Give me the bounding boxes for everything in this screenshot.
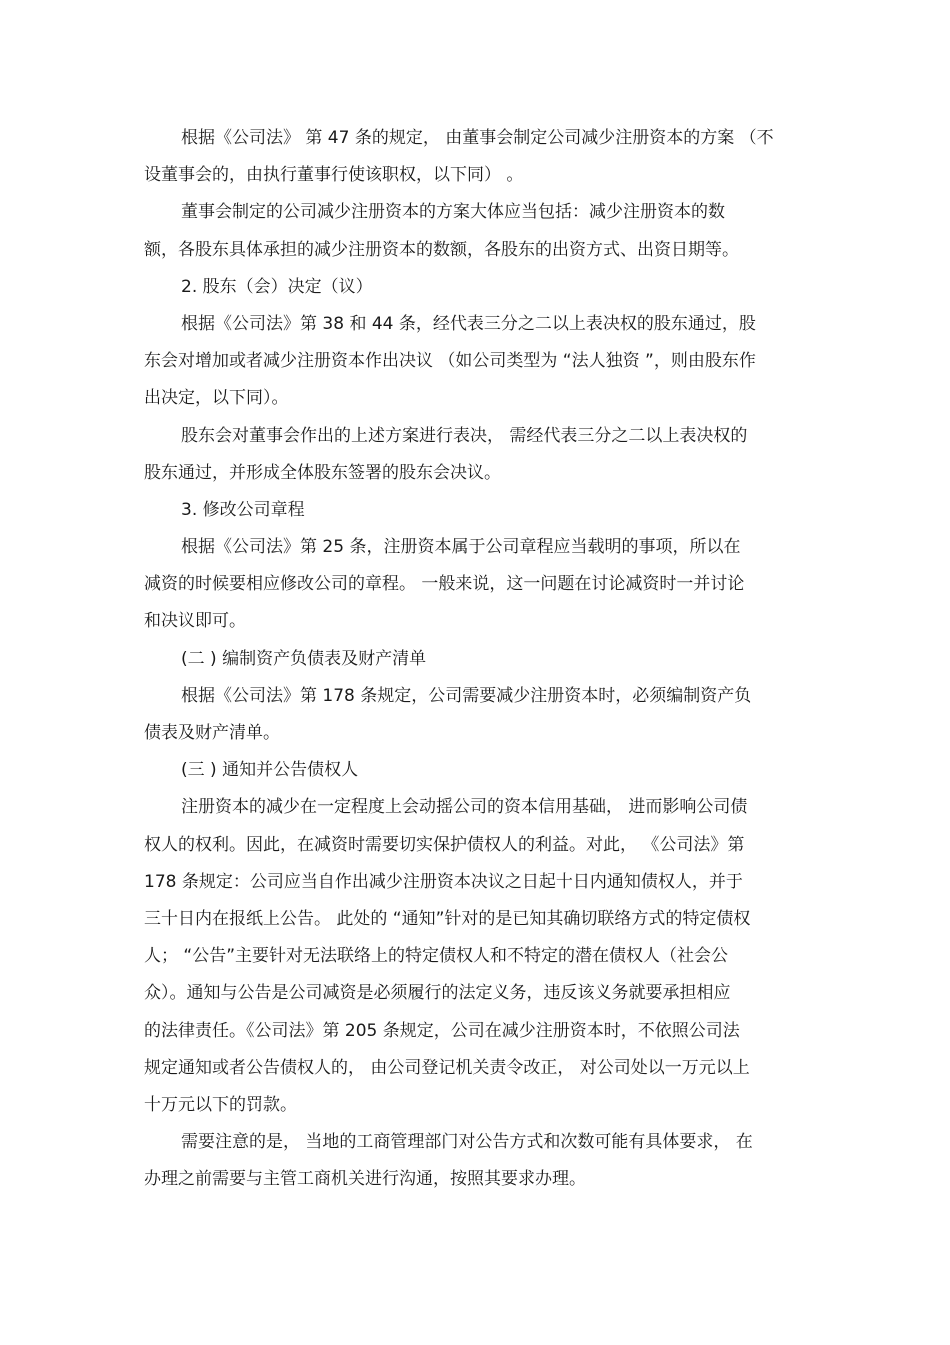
text-line: 2. 股东（会）决定（议） [181, 276, 373, 297]
text-line: 三十日内在报纸上公告。 此处的 “通知”针对的是已知其确切联络方式的特定债权 [144, 908, 751, 929]
text-line: 的法律责任。《公司法》第 205 条规定，公司在减少注册资本时，不依照公司法 [144, 1020, 740, 1041]
text-line: 东会对增加或者减少注册资本作出决议 （如公司类型为 “法人独资 ”，则由股东作 [144, 351, 756, 372]
text-line: 权人的权利。因此，在减资时需要切实保护债权人的利益。对此， 《公司法》第 [144, 834, 745, 855]
text-line: 和决议即可。 [144, 611, 246, 632]
text-line: 股东会对董事会作出的上述方案进行表决， 需经代表三分之二以上表决权的 [181, 425, 748, 446]
text-line: 3. 修改公司章程 [181, 499, 305, 520]
document-body [144, 120, 810, 1198]
text-line: 债表及财产清单。 [144, 723, 280, 743]
text-line: 董事会制定的公司减少注册资本的方案大体应当包括：减少注册资本的数 [181, 202, 725, 223]
text-line: 人； “公告”主要针对无法联络上的特定债权人和不特定的潜在债权人（社会公 [144, 946, 729, 967]
text-line: 办理之前需要与主管工商机关进行沟通，按照其要求办理。 [144, 1169, 586, 1190]
text-line: 需要注意的是， 当地的工商管理部门对公告方式和次数可能有具体要求， 在 [181, 1132, 753, 1153]
text-line: 注册资本的减少在一定程度上会动摇公司的资本信用基础， 进而影响公司债 [181, 797, 748, 818]
text-line: 十万元以下的罚款。 [144, 1094, 297, 1115]
text-line: 额，各股东具体承担的减少注册资本的数额，各股东的出资方式、出资日期等。 [144, 239, 739, 260]
text-line: 178 条规定：公司应当自作出减少注册资本决议之日起十日内通知债权人，并于 [144, 871, 743, 892]
text-line: (三 ) 通知并公告债权人 [181, 760, 359, 781]
text-line: 根据《公司法》第 25 条，注册资本属于公司章程应当载明的事项，所以在 [181, 537, 741, 558]
text-line: 股东通过，并形成全体股东签署的股东会决议。 [144, 462, 501, 483]
text-line: 规定通知或者公告债权人的， 由公司登记机关责令改正， 对公司处以一万元以上 [144, 1057, 750, 1078]
text-line: 根据《公司法》第 178 条规定，公司需要减少注册资本时，必须编制资产负 [181, 685, 752, 706]
text-line: (二 ) 编制资产负债表及财产清单 [181, 648, 427, 669]
text-line: 根据《公司法》第 38 和 44 条，经代表三分之二以上表决权的股东通过，股 [181, 313, 756, 334]
text-line: 根据《公司法》 第 47 条的规定， 由董事会制定公司减少注册资本的方案 （不 [181, 128, 774, 148]
text-line: 出决定，以下同）。 [144, 388, 289, 409]
text-line: 减资的时候要相应修改公司的章程。 一般来说，这一问题在讨论减资时一并讨论 [144, 574, 745, 595]
text-line: 众）。通知与公告是公司减资是必须履行的法定义务，违反该义务就要承担相应 [144, 983, 731, 1004]
text-line: 设董事会的，由执行董事行使该职权，以下同） 。 [144, 165, 524, 186]
